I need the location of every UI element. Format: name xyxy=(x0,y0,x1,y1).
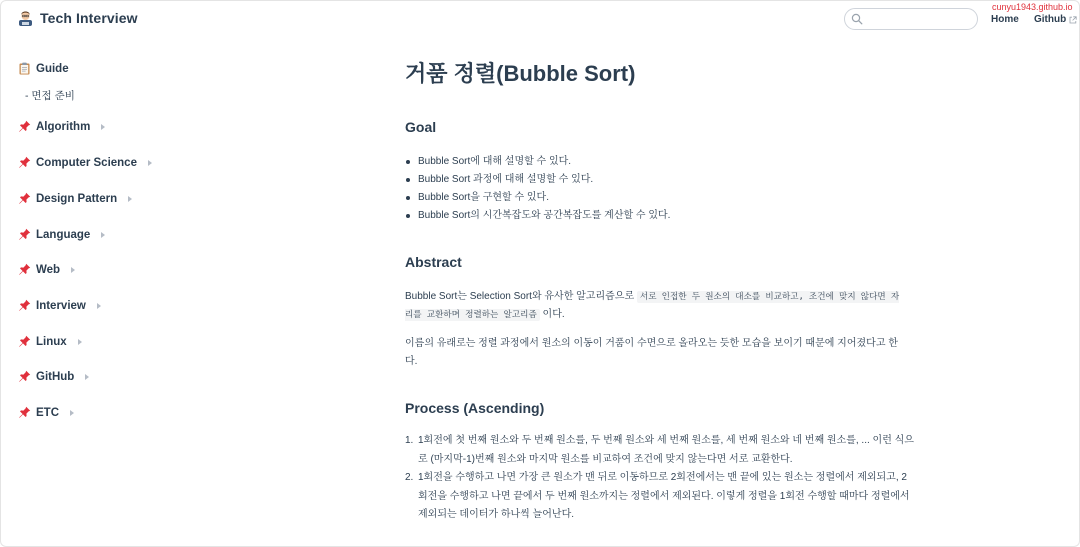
sidebar-group-label: Language xyxy=(36,228,91,241)
chevron-right-icon xyxy=(101,232,105,238)
list-item: Bubble Sort에 대해 설명할 수 있다. xyxy=(418,153,908,171)
process-list xyxy=(405,432,914,525)
pushpin-icon xyxy=(18,228,31,241)
pushpin-icon xyxy=(18,192,31,205)
list-item xyxy=(405,469,914,525)
chevron-right-icon xyxy=(97,303,101,309)
nav-link-github[interactable] xyxy=(1034,14,1077,25)
sidebar-group-label: Computer Science xyxy=(36,156,137,169)
search-icon xyxy=(851,13,863,25)
list-item-text: 1회전을 수행하고 나면 가장 큰 원소가 맨 뒤로 이동하므로 2회전에서는 맨 끝에 있는 원소는 정렬에서 제외되고, 2회전을 수행하고 나면 끝에서 두 번째 원소까지는 정렬에서 제외된다. 이렇게 정렬을 1회전 수행할 때마다 정렬에서 제외되는 데이터가 하나씩 늘어난다. xyxy=(418,472,910,520)
sidebar-group-label: Linux xyxy=(36,335,67,348)
watermark: cunyu1943.github.io xyxy=(992,2,1073,12)
sidebar-group-linux[interactable] xyxy=(18,335,82,348)
sidebar-group-label: Web xyxy=(36,263,61,276)
sidebar-group-guide-label: Guide xyxy=(36,62,69,75)
sidebar-group-web[interactable] xyxy=(18,263,75,276)
page-title: 거품 정렬(Bubble Sort) xyxy=(405,61,636,86)
list-item: Bubble Sort의 시간복잡도와 공간복잡도를 계산할 수 있다. xyxy=(418,207,908,225)
brand-link[interactable] xyxy=(18,10,138,26)
sidebar-group-computer-science[interactable] xyxy=(18,156,152,169)
abstract-inline-code: 서로 인접한 두 원소의 대소를 비교하고, 조건에 맞지 않다면 자리를 교환하며 정렬하는 알고리즘 xyxy=(405,292,900,320)
pushpin-icon xyxy=(18,120,31,133)
clipboard-icon xyxy=(18,62,31,75)
nav-link-github-label: Github xyxy=(1034,14,1067,25)
sidebar-group-label: GitHub xyxy=(36,370,75,383)
abstract-paragraph-origin: 이름의 유래로는 정렬 과정에서 원소의 이동이 거품이 수면으로 올라오는 듯한 모습을 보이기 때문에 지어졌다고 한다. xyxy=(405,338,898,367)
pushpin-icon xyxy=(18,263,31,276)
chevron-right-icon xyxy=(148,160,152,166)
navbar xyxy=(0,0,1080,40)
chevron-right-icon xyxy=(70,410,74,416)
sidebar-group-label: ETC xyxy=(36,406,59,419)
pushpin-icon xyxy=(18,335,31,348)
sidebar-group-algorithm[interactable] xyxy=(18,120,105,133)
sidebar-group-label: Interview xyxy=(36,299,86,312)
heading-process: Process (Ascending) xyxy=(405,400,545,416)
heading-abstract: Abstract xyxy=(405,254,462,270)
search-box[interactable] xyxy=(844,8,978,30)
sidebar-group-language[interactable] xyxy=(18,228,105,241)
developer-avatar-icon xyxy=(18,10,33,26)
heading-goal: Goal xyxy=(405,119,437,135)
abstract-paragraph xyxy=(405,288,901,324)
sidebar-group-etc[interactable] xyxy=(18,406,74,419)
goal-list xyxy=(405,153,908,225)
sidebar-group-interview[interactable] xyxy=(18,299,101,312)
nav-link-home[interactable]: Home xyxy=(991,14,1019,25)
list-item: Bubble Sort을 구현할 수 있다. xyxy=(418,189,908,207)
chevron-right-icon xyxy=(128,196,132,202)
list-item-number: 1. xyxy=(405,435,414,446)
external-link-icon xyxy=(1069,16,1077,24)
chevron-right-icon xyxy=(71,267,75,273)
list-item: Bubble Sort 과정에 대해 설명할 수 있다. xyxy=(418,171,908,189)
sidebar-group-label: Algorithm xyxy=(36,120,91,133)
abstract-text-before: Bubble Sort는 Selection Sort와 유사한 알고리즘으로 xyxy=(405,291,637,302)
sidebar-group-design-pattern[interactable] xyxy=(18,192,132,205)
list-item xyxy=(405,432,914,469)
sidebar-group-github[interactable] xyxy=(18,370,89,383)
chevron-right-icon xyxy=(78,339,82,345)
list-item-number: 2. xyxy=(405,472,414,483)
site-title: Tech Interview xyxy=(40,10,138,26)
chevron-right-icon xyxy=(101,124,105,130)
list-item-text: 1회전에 첫 번째 원소와 두 번째 원소를, 두 번째 원소와 세 번째 원소를, 세 번째 원소와 네 번째 원소를, ... 이런 식으로 (마지막-1)번째 원소와 마지막 원소를 비교하여 조건에 맞지 않는다면 서로 교환한다. xyxy=(418,435,914,465)
sidebar-group-label: Design Pattern xyxy=(36,192,118,205)
pushpin-icon xyxy=(18,370,31,383)
pushpin-icon xyxy=(18,156,31,169)
sidebar-group-guide[interactable] xyxy=(18,62,69,75)
abstract-text-after: 이다. xyxy=(539,309,565,320)
pushpin-icon xyxy=(18,299,31,312)
sidebar-link-interview-prep[interactable]: - 면접 준비 xyxy=(25,90,75,102)
chevron-right-icon xyxy=(85,374,89,380)
search-input[interactable] xyxy=(867,12,975,28)
pushpin-icon xyxy=(18,406,31,419)
